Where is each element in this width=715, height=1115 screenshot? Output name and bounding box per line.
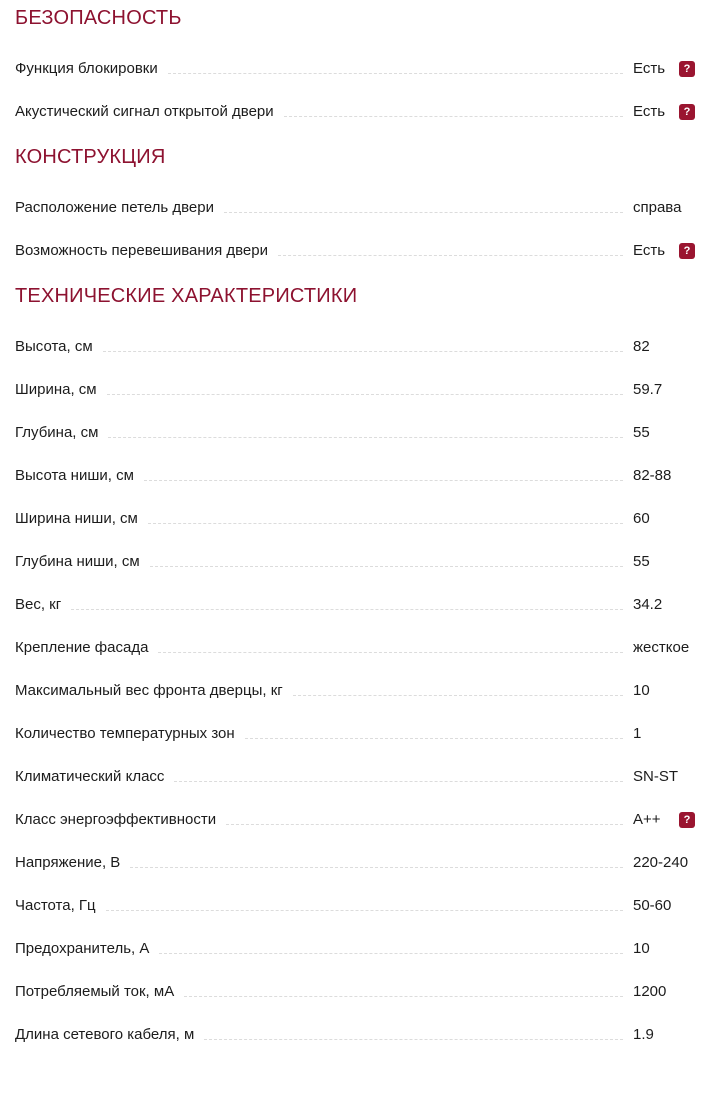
- spec-value: 1: [633, 725, 642, 742]
- spec-value-cell: [633, 984, 695, 1000]
- spec-value: Есть: [633, 242, 666, 259]
- spec-value-cell: [633, 1027, 695, 1043]
- spec-section: [15, 7, 695, 120]
- spec-label: Предохранитель, А: [15, 940, 150, 957]
- spec-row: [15, 769, 695, 785]
- spec-value: 10: [633, 682, 650, 699]
- spec-label: Глубина, см: [15, 424, 99, 441]
- spec-label: Класс энергоэффективности: [15, 811, 217, 828]
- spec-rows: [15, 61, 695, 120]
- spec-label: Количество температурных зон: [15, 725, 235, 742]
- spec-row: [15, 243, 695, 259]
- spec-value-cell: [633, 812, 695, 828]
- spec-row: [15, 726, 695, 742]
- dotted-leader: [106, 898, 623, 911]
- spec-value: 1.9: [633, 1026, 654, 1043]
- spec-row: [15, 984, 695, 1000]
- spec-value-cell: [633, 61, 695, 77]
- spec-value-cell: [633, 941, 695, 957]
- dotted-leader: [150, 554, 623, 567]
- spec-value: 59.7: [633, 381, 663, 398]
- dotted-leader: [284, 104, 623, 117]
- spec-row: [15, 200, 695, 216]
- spec-row: [15, 554, 695, 570]
- spec-row: [15, 855, 695, 871]
- spec-row: [15, 425, 695, 441]
- spec-value: 82-88: [633, 467, 672, 484]
- spec-value-cell: [633, 683, 695, 699]
- spec-value-cell: [633, 726, 695, 742]
- spec-label: Акустический сигнал открытой двери: [15, 103, 274, 120]
- spec-value: A++: [633, 811, 661, 828]
- dotted-leader: [168, 61, 623, 74]
- dotted-leader: [71, 597, 623, 610]
- help-icon[interactable]: [679, 61, 695, 77]
- spec-value-cell: [633, 200, 695, 216]
- spec-row: [15, 898, 695, 914]
- spec-label: Потребляемый ток, мА: [15, 983, 175, 1000]
- spec-label: Возможность перевешивания двери: [15, 242, 268, 259]
- question-mark-icon: ?: [683, 105, 691, 118]
- spec-rows: [15, 339, 695, 1043]
- spec-value: 50-60: [633, 897, 672, 914]
- section-title: БЕЗОПАСНОСТЬ: [15, 7, 182, 29]
- spec-row: [15, 339, 695, 355]
- spec-row: [15, 941, 695, 957]
- spec-value-cell: [633, 104, 695, 120]
- spec-label: Ширина, см: [15, 381, 97, 398]
- spec-value-cell: [633, 855, 695, 871]
- spec-row: [15, 683, 695, 699]
- spec-value: Есть: [633, 60, 666, 77]
- dotted-leader: [224, 200, 623, 213]
- dotted-leader: [108, 425, 623, 438]
- spec-row: [15, 468, 695, 484]
- spec-value-cell: [633, 898, 695, 914]
- spec-label: Расположение петель двери: [15, 199, 214, 216]
- dotted-leader: [174, 769, 623, 782]
- dotted-leader: [144, 468, 623, 481]
- help-icon[interactable]: [679, 812, 695, 828]
- spec-label: Длина сетевого кабеля, м: [15, 1026, 195, 1043]
- spec-value-cell: [633, 382, 695, 398]
- spec-value: 55: [633, 553, 650, 570]
- section-title: КОНСТРУКЦИЯ: [15, 146, 166, 168]
- spec-value-cell: [633, 640, 695, 656]
- spec-label: Глубина ниши, см: [15, 553, 140, 570]
- dotted-leader: [158, 640, 623, 653]
- question-mark-icon: ?: [683, 813, 691, 826]
- spec-row: [15, 104, 695, 120]
- dotted-leader: [148, 511, 623, 524]
- spec-row: [15, 597, 695, 613]
- spec-row: [15, 511, 695, 527]
- spec-label: Напряжение, В: [15, 854, 121, 871]
- spec-label: Крепление фасада: [15, 639, 149, 656]
- spec-value: 10: [633, 940, 650, 957]
- spec-value: 1200: [633, 983, 667, 1000]
- dotted-leader: [293, 683, 623, 696]
- dotted-leader: [278, 243, 623, 256]
- spec-value: SN-ST: [633, 768, 678, 785]
- spec-value-cell: [633, 769, 695, 785]
- spec-value: 220-240: [633, 854, 689, 871]
- spec-label: Климатический класс: [15, 768, 165, 785]
- dotted-leader: [226, 812, 623, 825]
- spec-label: Высота ниши, см: [15, 467, 134, 484]
- spec-value: 82: [633, 338, 650, 355]
- spec-value: Есть: [633, 103, 666, 120]
- spec-row: [15, 812, 695, 828]
- spec-value: 60: [633, 510, 650, 527]
- question-mark-icon: ?: [683, 244, 691, 257]
- dotted-leader: [245, 726, 623, 739]
- spec-value: 55: [633, 424, 650, 441]
- spec-value-cell: [633, 468, 695, 484]
- spec-value: жесткое: [633, 639, 690, 656]
- dotted-leader: [184, 984, 623, 997]
- help-icon[interactable]: [679, 243, 695, 259]
- spec-value-cell: [633, 554, 695, 570]
- spec-label: Частота, Гц: [15, 897, 96, 914]
- spec-value-cell: [633, 597, 695, 613]
- spec-value: справа: [633, 199, 682, 216]
- spec-row: [15, 640, 695, 656]
- dotted-leader: [204, 1027, 623, 1040]
- dotted-leader: [107, 382, 623, 395]
- spec-row: [15, 61, 695, 77]
- dotted-leader: [159, 941, 623, 954]
- spec-value: 34.2: [633, 596, 663, 613]
- spec-label: Максимальный вес фронта дверцы, кг: [15, 682, 283, 699]
- spec-label: Высота, см: [15, 338, 93, 355]
- spec-section: [15, 285, 695, 1043]
- spec-rows: [15, 200, 695, 259]
- spec-value-cell: [633, 425, 695, 441]
- spec-label: Функция блокировки: [15, 60, 158, 77]
- spec-value-cell: [633, 243, 695, 259]
- dotted-leader: [130, 855, 623, 868]
- spec-label: Ширина ниши, см: [15, 510, 138, 527]
- spec-label: Вес, кг: [15, 596, 62, 613]
- section-title: ТЕХНИЧЕСКИЕ ХАРАКТЕРИСТИКИ: [15, 285, 358, 307]
- dotted-leader: [103, 339, 623, 352]
- spec-row: [15, 382, 695, 398]
- spec-row: [15, 1027, 695, 1043]
- help-icon[interactable]: [679, 104, 695, 120]
- spec-value-cell: [633, 511, 695, 527]
- spec-value-cell: [633, 339, 695, 355]
- question-mark-icon: ?: [683, 62, 691, 75]
- spec-section: [15, 146, 695, 259]
